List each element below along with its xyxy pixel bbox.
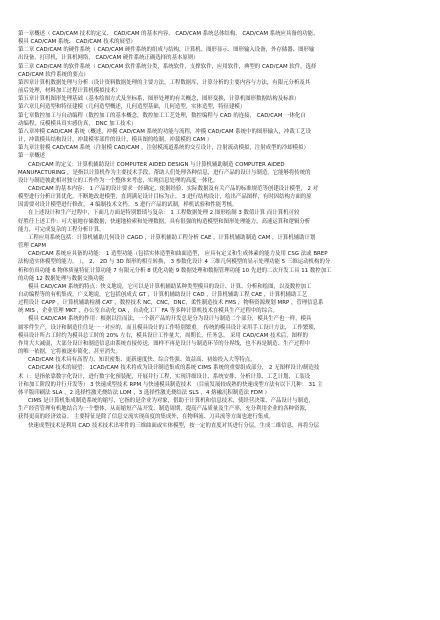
text-line: 模具设计所占工时约为模具总工时的 20% 左右，模具设计工作量大，周期长，任务急。 采用 CAD/CAM 技术后，图样的 (18, 332, 308, 339)
text-line: 出设备，打印机，计算机网络， CAD/CAM 硬件系统正确选择的基本原则） (18, 55, 199, 62)
text-line: CAD/CAM 技术具有高智力、知识密集、更新速度快、综合性强、效益高、初始投入大等特点。 (28, 357, 256, 364)
text-line: 体平版印刷法 SLA ，2 选择性激光烧结法 LOM ，3 选择性激光烧结法 SLS ，4 熔融沉积制造法 FDM ） (18, 389, 270, 396)
text-line: 过程设计 CAPP ，计算机辅助检测 CAT ，数控技术 NC，CNC，DNC，柔性制造技术 FMS ，物料资源规划 MRP ，管理信息系 (18, 300, 324, 307)
text-line: 模具 CAD/CAM 系统的作用：根据以往而法，一个新产品的开发总是分为设计与制造二个部分，模具生产也一样，模具 (28, 316, 312, 323)
text-line: 第一章概述（ CAD/CAM 技术的定义、 CAD/CAM 的基本内容、 CAD/CAM 系统总体结构、 CAD/CAM 系统应具备的功能、 (18, 31, 319, 37)
text-line: 第三章 CAD/CAM 的软件系统（ CAD/CAM 软件系统分类，系统软件，支撑软件，应用软件，典型的 CAD/CAM 软件，选择 (18, 63, 317, 70)
text-line: CAD/CAM 系统应具备的功能： 1 造型功能（包括实体造型和曲面造型， 应具有定义和生成体素的能力及用 CSG 法或 BREP (28, 251, 328, 258)
text-line: 设计与制造彼此相对独立的工作作为一个整体来考虑，实现信息处理的高度一体化。 (18, 177, 219, 184)
text-line: 动编程，反模模具真实感仿真， DNC 加工技术） (18, 120, 137, 127)
text-line: 管理 CAPM (18, 243, 46, 250)
text-line: 自动编程等的有机集成，广义地说，它包括创成式 GT ，计算机辅助设计 CAD ，计算机辅助工程 CAE ，计算机辅助工艺 (18, 292, 308, 298)
text-line: 模具 CAD/CAM 系统的特点：快义地说，它可以是计算机辅助某种类型模具的设计、计算、分析和绘图，以及数控加工 (28, 283, 312, 290)
text-line: 前后处理，材料加工过程计算机模拟技术） (18, 88, 121, 95)
text-line: 术（：是指依靠数字化设计，进行数字化预装配，开展并行工程，实现详细设计、系统安排、分析计算、工艺计划、工装设 (18, 373, 311, 380)
text-line: 工程应用系统包括：计算机辅助几何设计 CAGD ，计算机辅助工程分析 CAE ，计算机辅助制造 CAM ，计算机辅助计划 (28, 234, 316, 241)
text-line: 计和加工阶段的并行开发等） 3 快速成型技术 RPM 与快速模具制造技术 （目前发展较成熟的快速成型方法有以下几种： 31 主 (18, 381, 323, 388)
text-line: 好胜任上述工作：可大量地存储数据，快速地检索和处理数据，具有很强的构造模型和图形处理能力，高速运算和逻辑分析 (18, 218, 311, 225)
text-line: 析和仿真功能 6 物体质量特征计算功能 7 有限元分析 8 优化功能 9 数据处理和数据管理功能 10 先进的二次开发工具 11 数控加工 (18, 267, 332, 274)
text-line: 模型进行分析计算优化，不断地改进模型，直到满足设计目标为止。 3 进行结构设计，绘出产品图样，有时因结构方面的原 (18, 194, 312, 201)
text-line: MANUFACTURING ，是指以计算机作为主要技术手段，帮助人们处理各种信息，进行产品的设计与制造。它能够将传统的 (18, 169, 311, 176)
text-line: 统 MIS ，企业管理 MKT ，办公室自动化 OA ，自动化工厂 FA 等多种计算机技术在模具生产过程中的综合。 (18, 308, 278, 315)
text-line: CAD/CAM 技术的展望： 1CAD/CAM 技术将成为设计制造集成的系统 CIMS 系统的重要组成部分， 2 无图样设计/制造技 (28, 365, 320, 372)
text-line: 第八章冲模 CAD/CAM 系统（概述，冲模 CAD/CAM 系统的功能与流程，冲模 CAD/CAM 系统中的图形输入，冲裁工艺设 (18, 128, 311, 135)
text-line: 生产经营管理有机地结合为一个整体，从而缩短产品开发、制造周期，提高产品质量及生产率，充分利用企业的各种资源， (18, 406, 311, 413)
document-body (18, 30, 428, 430)
text-line: 第二章 CAD/CAM 的硬件系统（ CAD/CAM 硬件系统的组成与结构，计算机、图形显示、图形输入设备，外存储器、图形输 (18, 47, 315, 54)
text-line: 第九章注射模 CAD/CAM 系统（注射模 CAD/CAM ，注射模流道系统的交互设计，注射流动模拟，注射成型的冷却模拟） (18, 145, 309, 152)
text-line: 第一章概述 (18, 153, 46, 160)
text-line: 作用大大减弱，大部分设计和制造信息由系统直接传送，图样不再是设计与制造环节的分界线，也不再是制造、生产过程中 (18, 340, 311, 347)
text-line: 第五章计算机图形处理基础（基本绘图方式及坐标系，图形处理的有关概念，图形变换，计算机图形数据结构及标准） (18, 96, 300, 103)
text-line: 获得更高的经济效益。 主要特征是除了信息交流实现高度的集成外，在物料流、刀具流等方面也进行集成。 (18, 414, 275, 421)
text-line: 第七章数控加工与自动编程（数控加工的基本概念，数控加工工艺处理，数控编程与 CAD 的连接， CAD/CAM 一体化自 (18, 112, 306, 119)
text-line: 的功能 12 数据处理与数据交换功能 (18, 275, 105, 282)
text-line: CAD/CAM 的定义：计算机辅助设计 COMPUTER AIDED DESIGN 与计算机辅助制造 COMPUTER AIDED (28, 161, 285, 168)
text-line: 法构造实体模型的能力。 ）， 2、 2D 与 3D 图形的相互转换， 3 参数化设计 4 三维几何模型的显示处理功能 5 三维运动机构的分 (18, 259, 331, 266)
text-line: 计，冲裁模具结构设计，冲裁模零部件的设计，模具图的绘制，冲裁模的 CAM ） (18, 137, 213, 144)
text-line: CIMS 是计算机集成制造系统的缩写，它指的是企业为对象，借助于计算机和信息技术，使经营决策、产品设计与制造， (28, 398, 314, 405)
text-line: CAD/CAM 软件系统的要点） (18, 71, 89, 78)
text-line: 在上述设计和生产过程中，下面几方面是特别繁琐与复杂： 1 工程数据处理 2 图形绘制 3 数值计算 而计算机可较 (28, 210, 300, 217)
text-line: 能力，可完成复杂的工程分析计算。 (18, 226, 105, 233)
text-line: 模具 CAD/CAM 系统、 CAD/CAM 技术的展望） (18, 39, 136, 46)
text-line: 第四章计算机数据处理与分析（设计资料数据处理的主要方法，工程数据库，计算分析的主要内容与方法，有限元分析及其 (18, 79, 311, 86)
text-line: 属零件生产，设计和制造往往是一一对应的，而且模具设计的工作特别繁重。 传统的模具设计采用手工设计方法， 工作繁琐， (18, 324, 320, 331)
text-line: 快速成型技术是利用 CAD 技术技术出零件的三维曲面或实体模型，按一定的直度对其进行分层，生成二维信息，再将分层 (28, 422, 320, 429)
text-line: 因需要对设计模型进行修改。 4 编制技术文档。 5 进行产品的试制，样机试验和性能考核。 (18, 202, 238, 209)
text-line: 第六章几何造型和特征建模（几何造型概述，几何造型基础，几何造型，实体造型，特征建模） (18, 104, 246, 111)
text-line: CAD/CAM 的基本内容： 1 产品的设计要求一经确定，依据经验、实际数据及有关产品的标准规范等创建设计模型， 2 对 (28, 185, 319, 192)
text-line: 的唯一依据，它将被逐步简化，甚至消失。 (18, 349, 121, 356)
